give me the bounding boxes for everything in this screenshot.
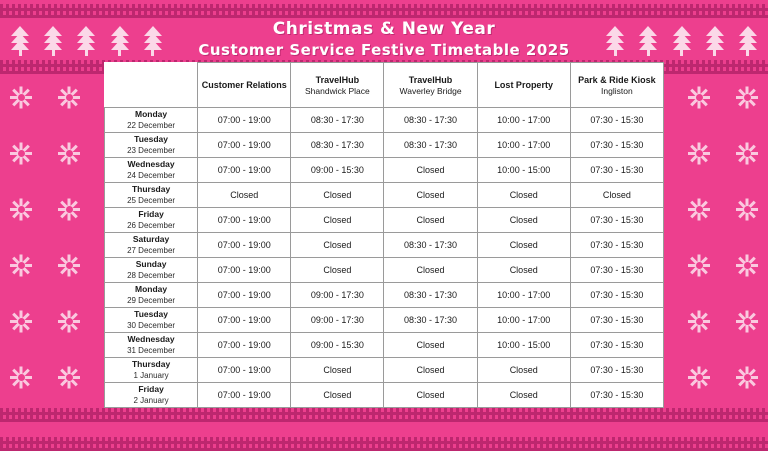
snowflake-icon <box>734 252 760 278</box>
hours-cell: 10:00 - 17:00 <box>477 133 570 158</box>
hours-cell: Closed <box>477 183 570 208</box>
hours-cell: Closed <box>291 358 384 383</box>
hours-cell: 10:00 - 17:00 <box>477 308 570 333</box>
snowflake-icon <box>8 252 34 278</box>
snowflake-icon <box>686 308 712 334</box>
snowflake-icon <box>56 196 82 222</box>
column-header-name: TravelHub <box>408 74 453 85</box>
hours-cell: 10:00 - 17:00 <box>477 283 570 308</box>
day-cell <box>105 183 198 208</box>
day-date: 25 December <box>127 196 176 205</box>
hours-cell: 07:00 - 19:00 <box>198 208 291 233</box>
snowflake-icon <box>734 84 760 110</box>
table-row <box>105 258 664 283</box>
snowflake-icon <box>686 84 712 110</box>
column-header-name: Customer Relations <box>201 80 287 90</box>
day-cell <box>105 383 198 408</box>
hours-cell: 07:00 - 19:00 <box>198 233 291 258</box>
hours-cell: 07:30 - 15:30 <box>570 233 663 258</box>
hours-cell: 08:30 - 17:30 <box>384 308 477 333</box>
snowflake-icon <box>8 84 34 110</box>
snowflake-icon <box>56 252 82 278</box>
hours-cell: 07:00 - 19:00 <box>198 108 291 133</box>
column-header <box>198 63 291 108</box>
page-header <box>0 18 768 61</box>
day-date: 30 December <box>127 321 176 330</box>
hours-cell: 08:30 - 17:30 <box>291 108 384 133</box>
day-name: Thursday <box>131 359 171 369</box>
table-row <box>105 283 664 308</box>
hours-cell: Closed <box>291 183 384 208</box>
day-name: Friday <box>138 209 164 219</box>
snowflake-icon <box>686 140 712 166</box>
hours-cell: 07:00 - 19:00 <box>198 283 291 308</box>
day-date: 1 January <box>133 371 169 380</box>
day-name: Wednesday <box>127 334 175 344</box>
festive-timetable <box>104 62 664 408</box>
column-header <box>384 63 477 108</box>
hours-cell: 07:30 - 15:30 <box>570 358 663 383</box>
table-row <box>105 383 664 408</box>
hours-cell: Closed <box>477 233 570 258</box>
day-name: Saturday <box>132 234 170 244</box>
hours-cell: Closed <box>384 358 477 383</box>
hours-cell: 08:30 - 17:30 <box>384 133 477 158</box>
table-row <box>105 133 664 158</box>
timetable-container <box>104 62 664 408</box>
hours-cell: Closed <box>477 358 570 383</box>
day-name: Friday <box>138 384 164 394</box>
timetable-body <box>105 108 664 408</box>
day-cell <box>105 233 198 258</box>
knit-border-top <box>0 4 768 18</box>
day-name: Thursday <box>131 184 171 194</box>
day-cell <box>105 208 198 233</box>
column-header-sublabel: Waverley Bridge <box>399 85 462 96</box>
day-date: 26 December <box>127 221 176 230</box>
hours-cell: 07:30 - 15:30 <box>570 108 663 133</box>
header-row <box>105 63 664 108</box>
hours-cell: Closed <box>384 383 477 408</box>
hours-cell: 07:30 - 15:30 <box>570 208 663 233</box>
hours-cell: Closed <box>291 233 384 258</box>
hours-cell: 09:00 - 15:30 <box>291 158 384 183</box>
hours-cell: Closed <box>291 258 384 283</box>
hours-cell: Closed <box>384 258 477 283</box>
knit-border-lower <box>0 408 768 422</box>
snowflake-icon <box>734 364 760 390</box>
hours-cell: 07:30 - 15:30 <box>570 158 663 183</box>
day-name: Wednesday <box>127 159 175 169</box>
snowflake-icon <box>686 364 712 390</box>
snowflake-icon <box>56 84 82 110</box>
hours-cell: 07:00 - 19:00 <box>198 158 291 183</box>
day-cell <box>105 258 198 283</box>
day-cell <box>105 133 198 158</box>
table-row <box>105 158 664 183</box>
column-header-name: Lost Property <box>494 80 553 90</box>
column-header <box>291 63 384 108</box>
snowflake-icon <box>686 252 712 278</box>
day-date: 29 December <box>127 296 176 305</box>
snowflake-icon <box>56 140 82 166</box>
hours-cell: 09:00 - 15:30 <box>291 333 384 358</box>
hours-cell: 08:30 - 17:30 <box>291 133 384 158</box>
day-date: 22 December <box>127 121 176 130</box>
hours-cell: 07:00 - 19:00 <box>198 358 291 383</box>
day-cell <box>105 158 198 183</box>
hours-cell: Closed <box>477 208 570 233</box>
hours-cell: 07:00 - 19:00 <box>198 258 291 283</box>
hours-cell: 08:30 - 17:30 <box>384 283 477 308</box>
hours-cell: 10:00 - 15:00 <box>477 333 570 358</box>
table-row <box>105 183 664 208</box>
hours-cell: Closed <box>384 158 477 183</box>
snowflake-icon <box>686 196 712 222</box>
hours-cell: 07:00 - 19:00 <box>198 308 291 333</box>
day-date: 28 December <box>127 271 176 280</box>
table-row <box>105 333 664 358</box>
snowflake-icon <box>8 308 34 334</box>
day-date: 27 December <box>127 246 176 255</box>
hours-cell: 07:00 - 19:00 <box>198 383 291 408</box>
column-header-sublabel: Ingliston <box>601 85 633 96</box>
hours-cell: 07:30 - 15:30 <box>570 308 663 333</box>
page-subtitle: Customer Service Festive Timetable 2025 <box>198 41 570 59</box>
hours-cell: 10:00 - 15:00 <box>477 158 570 183</box>
hours-cell: Closed <box>570 183 663 208</box>
table-row <box>105 233 664 258</box>
day-date: 2 January <box>133 396 169 405</box>
hours-cell: Closed <box>291 208 384 233</box>
hours-cell: Closed <box>384 333 477 358</box>
day-date: 31 December <box>127 346 176 355</box>
page-title: Christmas & New Year <box>272 19 496 39</box>
hours-cell: 09:00 - 17:30 <box>291 308 384 333</box>
snowflake-icon <box>56 308 82 334</box>
day-date: 24 December <box>127 171 176 180</box>
day-cell <box>105 333 198 358</box>
hours-cell: 07:30 - 15:30 <box>570 333 663 358</box>
timetable-header <box>105 63 664 108</box>
table-row <box>105 308 664 333</box>
hours-cell: 07:30 - 15:30 <box>570 258 663 283</box>
day-date: 23 December <box>127 146 176 155</box>
header-corner <box>105 63 198 108</box>
table-row <box>105 358 664 383</box>
day-name: Tuesday <box>134 309 168 319</box>
knit-border-bottom <box>0 437 768 451</box>
snowflake-icon <box>8 140 34 166</box>
snowflake-icon <box>8 196 34 222</box>
hours-cell: 07:30 - 15:30 <box>570 383 663 408</box>
day-cell <box>105 283 198 308</box>
column-header-name: TravelHub <box>315 74 360 85</box>
hours-cell: 07:30 - 15:30 <box>570 283 663 308</box>
column-header-name: Park & Ride Kiosk <box>578 74 656 85</box>
table-row <box>105 108 664 133</box>
day-name: Sunday <box>135 259 167 269</box>
snowflake-icon <box>56 364 82 390</box>
hours-cell: 07:00 - 19:00 <box>198 133 291 158</box>
hours-cell: Closed <box>477 383 570 408</box>
column-header-sublabel: Shandwick Place <box>305 85 370 96</box>
snowflake-icon <box>734 196 760 222</box>
hours-cell: 08:30 - 17:30 <box>384 233 477 258</box>
hours-cell: 10:00 - 17:00 <box>477 108 570 133</box>
day-name: Monday <box>135 109 168 119</box>
hours-cell: 07:30 - 15:30 <box>570 133 663 158</box>
snowflake-icon <box>734 308 760 334</box>
hours-cell: Closed <box>384 208 477 233</box>
hours-cell: Closed <box>291 383 384 408</box>
day-cell <box>105 108 198 133</box>
hours-cell: 07:00 - 19:00 <box>198 333 291 358</box>
snowflake-icon <box>734 140 760 166</box>
hours-cell: Closed <box>198 183 291 208</box>
day-cell <box>105 358 198 383</box>
hours-cell: 08:30 - 17:30 <box>384 108 477 133</box>
hours-cell: Closed <box>384 183 477 208</box>
table-row <box>105 208 664 233</box>
hours-cell: Closed <box>477 258 570 283</box>
snowflake-icon <box>8 364 34 390</box>
day-name: Monday <box>135 284 168 294</box>
hours-cell: 09:00 - 17:30 <box>291 283 384 308</box>
day-cell <box>105 308 198 333</box>
column-header <box>477 63 570 108</box>
day-name: Tuesday <box>134 134 168 144</box>
column-header <box>570 63 663 108</box>
